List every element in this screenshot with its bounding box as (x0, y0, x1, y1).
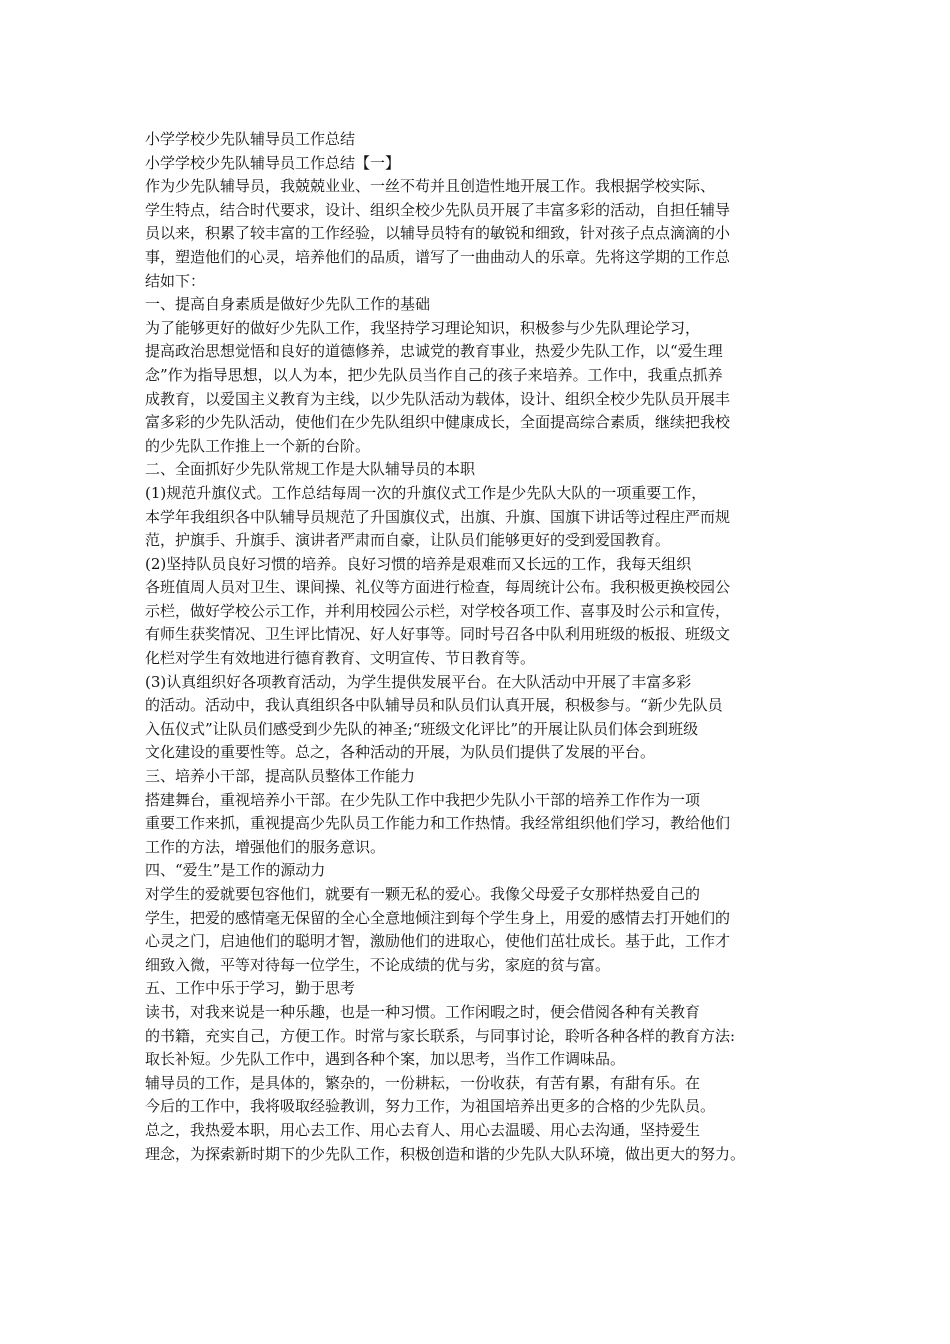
document-title: 小学学校少先队辅导员工作总结 (145, 130, 356, 148)
text-line: 提高政治思想觉悟和良好的道德修养，忠诚党的教育事业，热爱少先队工作，以“爱生理 (145, 342, 723, 361)
text-line: 重要工作来抓，重视提高少先队员工作能力和工作热情。我经常组织他们学习，教给他们 (145, 814, 731, 833)
text-line: 有师生获奖情况、卫生评比情况、好人好事等。同时号召各中队利用班级的板报、班级文 (145, 625, 731, 644)
document-page (145, 128, 815, 1166)
text-line: 对学生的爱就要包容他们，就要有一颗无私的爱心。我像父母爱子女那样热爱自己的 (145, 885, 701, 903)
text-line: 读书，对我来说是一种乐趣，也是一种习惯。工作闲暇之时，便会借阅各种有关教育 (145, 1002, 701, 1021)
text-line: 成教育，以爱国主义教育为主线，以少先队活动为载体，设计、组织全校少先队员开展丰 (145, 389, 731, 408)
text-line: 事，塑造他们的心灵，培养他们的品质，谱写了一曲曲动人的乐章。先将这学期的工作总 (145, 247, 731, 266)
text-line: 工作的方法，增强他们的服务意识。 (145, 837, 386, 856)
text-line: 作为少先队辅导员，我兢兢业业、一丝不苟并且创造性地开展工作。我根据学校实际、 (145, 177, 716, 196)
text-line: 示栏，做好学校公示工作，并利用校园公示栏，对学校各项工作、喜事及时公示和宣传， (145, 601, 731, 620)
text-line: 富多彩的少先队活动，使他们在少先队组织中健康成长，全面提高综合素质，继续把我校 (145, 413, 731, 432)
text-line: (3)认真组织好各项教育活动，为学生提供发展平台。在大队活动中开展了丰富多彩 (145, 672, 692, 691)
text-line: (2)坚持队员良好习惯的培养。良好习惯的培养是艰难而又长远的工作，我每天组织 (145, 554, 692, 573)
text-line: 今后的工作中，我将吸取经验教训，努力工作，为祖国培养出更多的合格的少先队员。 (145, 1097, 716, 1116)
text-line: 二、全面抓好少先队常规工作是大队辅导员的本职 (145, 460, 476, 479)
text-line: 的少先队工作推上一个新的台阶。 (145, 436, 371, 455)
text-line: 四、“爱生”是工作的源动力 (145, 861, 326, 880)
text-line: 文化建设的重要性等。总之，各种活动的开展，为队员们提供了发展的平台。 (145, 743, 656, 762)
text-line: 范，护旗手、升旗手、演讲者严肃而自豪，让队员们能够更好的受到爱国教育。 (145, 531, 671, 550)
text-line: 为了能够更好的做好少先队工作，我坚持学习理论知识，积极参与少先队理论学习， (145, 318, 701, 337)
text-line: 五、工作中乐于学习，勤于思考 (145, 979, 356, 998)
text-line: 心灵之门，启迪他们的聪明才智，激励他们的进取心，使他们茁壮成长。基于此，工作才 (145, 932, 731, 951)
text-line: 本学年我组织各中队辅导员规范了升国旗仪式，出旗、升旗、国旗下讲话等过程庄严而规 (145, 507, 731, 526)
text-line: 化栏对学生有效地进行德育教育、文明宣传、节日教育等。 (145, 649, 536, 668)
text-line: 员以来，积累了较丰富的工作经验，以辅导员特有的敏锐和细致，针对孩子点点滴滴的小 (145, 224, 731, 243)
text-line: 的活动。活动中，我认真组织各中队辅导员和队员们认真开展，积极参与。“新少先队员 (145, 696, 723, 715)
text-line: 结如下： (145, 271, 206, 290)
text-line: 一、提高自身素质是做好少先队工作的基础 (145, 295, 431, 314)
text-line: 取长补短。少先队工作中，遇到各种个案，加以思考，当作工作调味品。 (145, 1050, 626, 1069)
text-line: 搭建舞台，重视培养小干部。在少先队工作中我把少先队小干部的培养工作作为一项 (145, 790, 701, 809)
text-line: 学生，把爱的感情毫无保留的全心全意地倾注到每个学生身上，用爱的感情去打开她们的 (145, 908, 731, 927)
text-line: 总之，我热爱本职，用心去工作、用心去育人、用心去温暖、用心去沟通，坚持爱生 (145, 1120, 701, 1139)
text-line: 学生特点，结合时代要求，设计、组织全校少先队员开展了丰富多彩的活动，自担任辅导 (145, 200, 731, 219)
text-line: 辅导员的工作，是具体的，繁杂的，一份耕耘，一份收获，有苦有累，有甜有乐。在 (145, 1073, 701, 1092)
section-title: 小学学校少先队辅导员工作总结【一】 (145, 153, 401, 172)
text-line: 理念，为探索新时期下的少先队工作，积极创造和谐的少先队大队环境，做出更大的努力。 (145, 1144, 746, 1163)
text-line: 入伍仪式”让队员们感受到少先队的神圣;“班级文化评比”的开展让队员们体会到班级 (145, 719, 699, 738)
text-line: 念”作为指导思想，以人为本，把少先队员当作自己的孩子来培养。工作中，我重点抓养 (145, 365, 723, 384)
text-line: 三、培养小干部，提高队员整体工作能力 (145, 767, 416, 786)
text-line: 各班值周人员对卫生、课间操、礼仪等方面进行检查，每周统计公布。我积极更换校园公 (145, 578, 731, 597)
text-line: 细致入微，平等对待每一位学生，不论成绩的优与劣，家庭的贫与富。 (145, 955, 611, 974)
text-line: 的书籍，充实自己，方便工作。时常与家长联系，与同事讨论，聆听各种各样的教育方法: (145, 1026, 736, 1045)
text-line: (1)规范升旗仪式。工作总结每周一次的升旗仪式工作是少先队大队的一项重要工作， (145, 483, 707, 502)
